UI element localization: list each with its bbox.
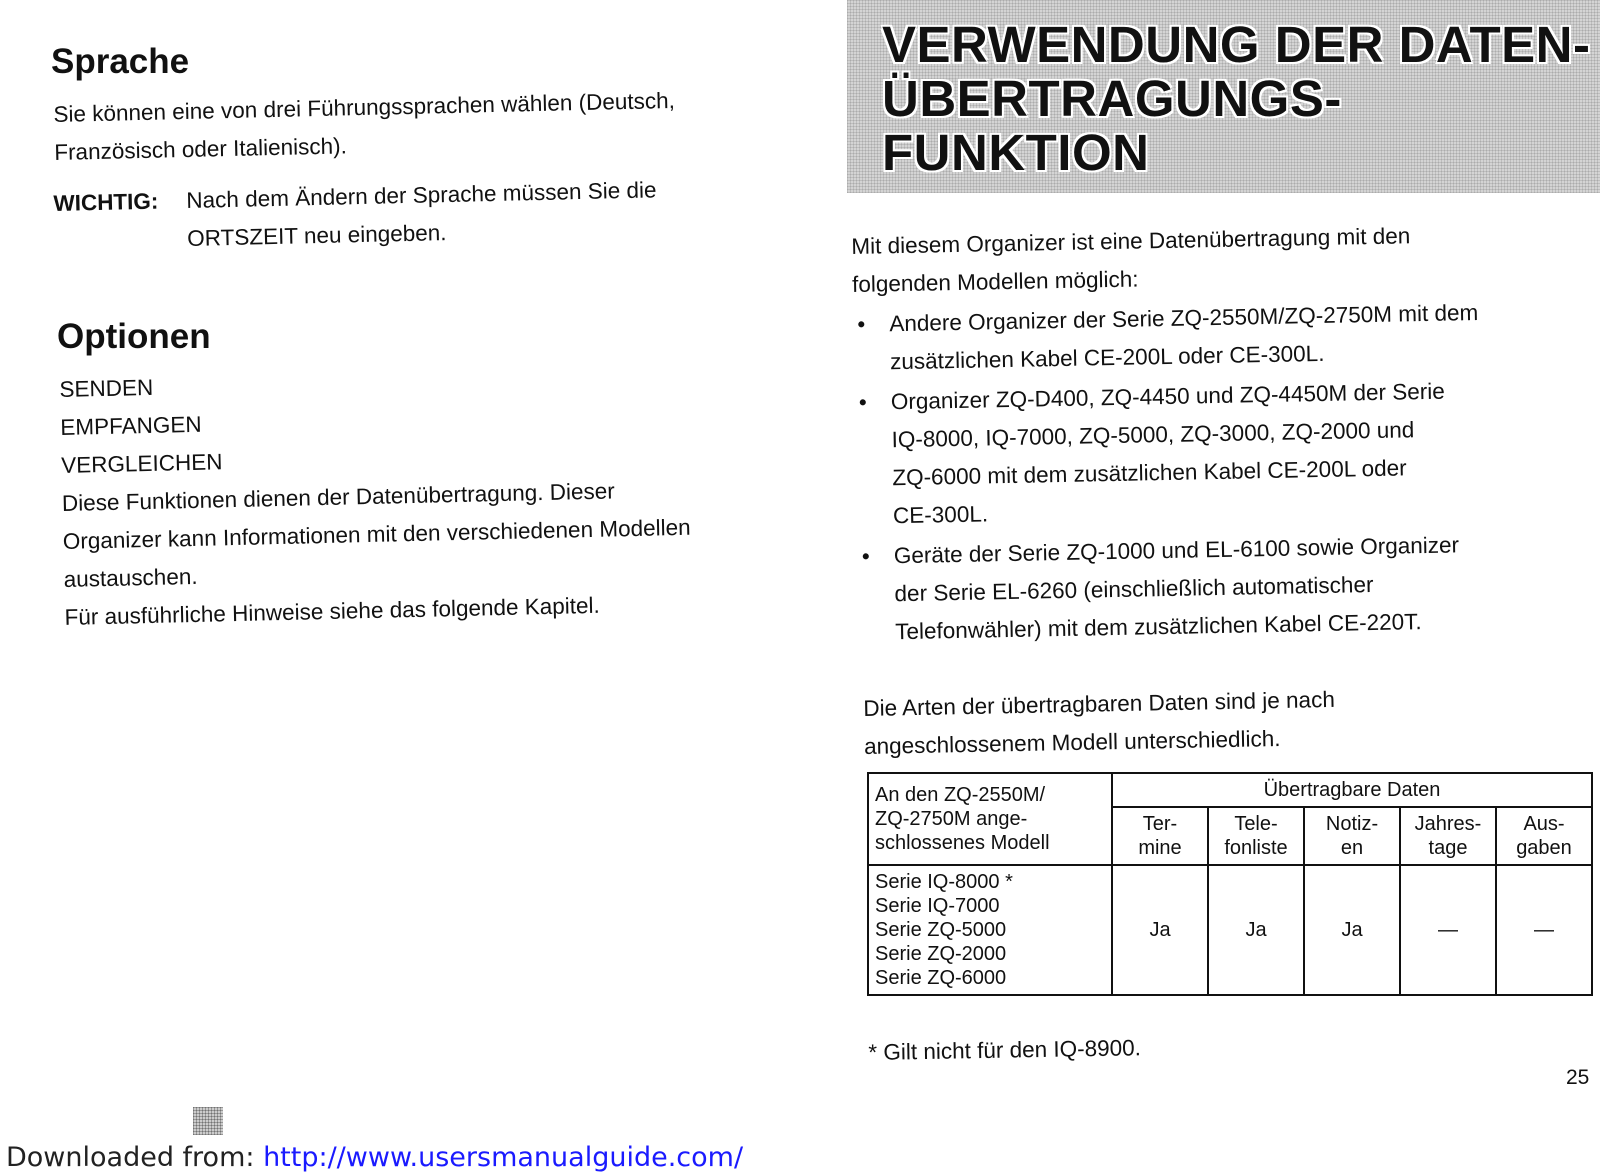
footer-link[interactable]: http://www.usersmanualguide.com/	[263, 1142, 744, 1173]
page-number: 25	[1566, 1066, 1590, 1089]
column-header	[1496, 807, 1592, 865]
column-header-line: en	[1340, 837, 1364, 859]
table-row	[868, 865, 1592, 995]
value-cell: Ja	[1112, 865, 1208, 995]
wichtig-text-line: Nach dem Ändern der Sprache müssen Sie die	[186, 177, 657, 213]
value-cell: Ja	[1304, 865, 1400, 995]
intro-line: folgenden Modellen möglich:	[851, 266, 1139, 297]
model-line: Serie IQ-7000	[875, 895, 1000, 917]
option-vergleichen: VERGLEICHEN	[60, 449, 223, 478]
optionen-text-line: austauschen.	[63, 563, 198, 592]
arten-line: Die Arten der übertragbaren Daten sind je nach	[863, 686, 1336, 721]
column-header-line: Aus-	[1523, 813, 1565, 835]
wichtig-label: WICHTIG:	[53, 188, 159, 216]
bullet-line: Telefonwähler) mit dem zusätzlichen Kabel CE-220T.	[895, 609, 1422, 645]
list-item	[852, 370, 1595, 536]
column-header-line: mine	[1138, 837, 1182, 859]
intro-line: Mit diesem Organizer ist eine Datenübertragung mit den	[851, 223, 1411, 259]
sprache-text-line: Französisch oder Italienisch).	[53, 133, 348, 165]
footer-prefix: Downloaded from:	[6, 1142, 264, 1173]
model-list-cell	[868, 865, 1112, 995]
list-item	[855, 524, 1597, 652]
group-header: Übertragbare Daten	[1112, 773, 1592, 807]
bullet-line: • Geräte der Serie ZQ-1000 und EL-6100 sowie Organizer	[893, 532, 1460, 569]
bullet-line: • Organizer ZQ-D400, ZQ-4450 und ZQ-4450M der Serie	[890, 378, 1445, 415]
value-cell: —	[1400, 865, 1496, 995]
bullet-line: zusätzlichen Kabel CE-200L oder CE-300L.	[889, 340, 1325, 375]
value-cell: Ja	[1208, 865, 1304, 995]
bullet-line: IQ-8000, IQ-7000, ZQ-5000, ZQ-3000, ZQ-2000 und	[891, 417, 1415, 453]
table-corner-cell	[868, 773, 1112, 865]
arten-line: angeschlossenem Modell unterschiedlich.	[863, 725, 1281, 759]
optionen-text-line: Organizer kann Informationen mit den verschiedenen Modellen	[62, 514, 691, 554]
list-item	[851, 292, 1592, 382]
wichtig-note	[53, 176, 657, 261]
section-title-line: ÜBERTRAGUNGS-FUNKTION	[882, 70, 1342, 181]
column-header	[1304, 807, 1400, 865]
section-title	[882, 18, 1600, 180]
transfer-data-table	[867, 772, 1593, 996]
optionen-text-line: Für ausführliche Hinweise siehe das folgende Kapitel.	[64, 592, 601, 630]
intro-paragraph	[851, 217, 1411, 304]
table-header-row	[868, 773, 1592, 807]
bullet-line: ZQ-6000 mit dem zusätzlichen Kabel CE-200L oder	[892, 455, 1407, 491]
model-line: Serie ZQ-5000	[875, 919, 1007, 941]
model-line: Serie IQ-8000 *	[875, 871, 1013, 893]
section-title-banner	[847, 0, 1600, 193]
optionen-heading: Optionen	[57, 317, 211, 356]
option-empfangen: EMPFANGEN	[59, 411, 202, 440]
wichtig-text-line: ORTSZEIT neu eingeben.	[186, 220, 447, 251]
column-header	[1400, 807, 1496, 865]
column-header-line: Jahres-	[1414, 813, 1482, 835]
corner-line: schlossenes Modell	[875, 832, 1050, 854]
section-title-line: VERWENDUNG DER DATEN-	[882, 16, 1591, 73]
column-header	[1112, 807, 1208, 865]
bullet-line: CE-300L.	[892, 501, 989, 529]
optionen-block	[59, 357, 693, 637]
arten-paragraph	[863, 681, 1336, 766]
sprache-paragraph	[53, 82, 676, 172]
bullet-line: der Serie EL-6260 (einschließlich automatischer	[894, 572, 1374, 607]
column-header-line: Ter-	[1142, 813, 1178, 835]
column-header-line: Notiz-	[1325, 813, 1379, 835]
column-header-line: gaben	[1516, 837, 1572, 859]
option-senden: SENDEN	[59, 374, 154, 402]
download-footer	[6, 1142, 743, 1173]
scan-artifact	[193, 1107, 223, 1135]
column-header-line: Tele-	[1234, 813, 1278, 835]
column-header-line: fonliste	[1224, 837, 1288, 859]
corner-line: An den ZQ-2550M/	[875, 784, 1046, 806]
footnote: * Gilt nicht für den IQ-8900.	[868, 1035, 1142, 1065]
sprache-text-line: Sie können eine von drei Führungssprachen wählen (Deutsch,	[53, 87, 676, 127]
bullet-line: • Andere Organizer der Serie ZQ-2550M/ZQ-2750M mit dem	[889, 299, 1479, 337]
model-line: Serie ZQ-2000	[875, 943, 1007, 965]
optionen-text-line: Diese Funktionen dienen der Datenübertragung. Dieser	[61, 478, 615, 516]
model-line: Serie ZQ-6000	[875, 967, 1007, 989]
corner-line: ZQ-2750M ange-	[875, 808, 1028, 830]
column-header-line: tage	[1428, 837, 1468, 859]
value-cell: —	[1496, 865, 1592, 995]
column-header	[1208, 807, 1304, 865]
sprache-heading: Sprache	[51, 42, 190, 81]
model-bullet-list	[851, 292, 1598, 652]
